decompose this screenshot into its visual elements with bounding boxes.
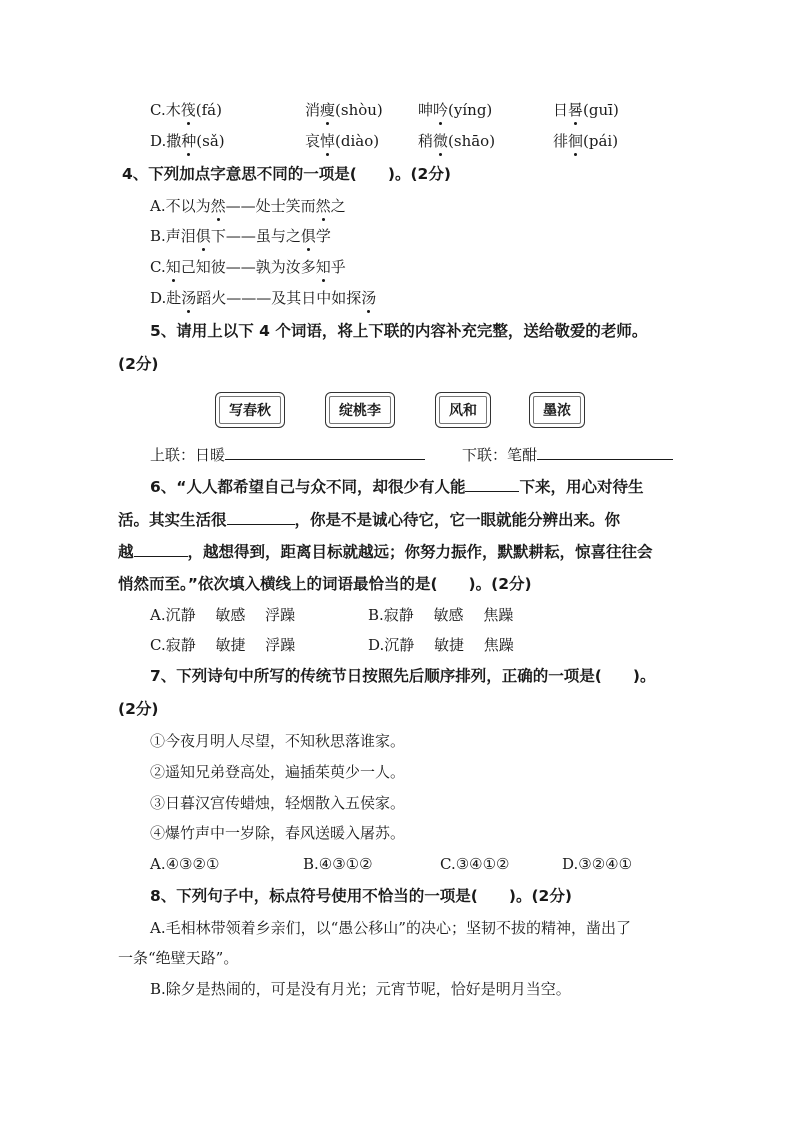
word-box-3: 风和 [435,392,491,428]
q6-option-d: D.沉静 敏捷 焦躁 [368,636,514,654]
q7-poem-4: ④爆竹声中一岁除，春风送暖入屠苏。 [150,824,406,842]
q3-option-c-2: 消瘦(shòu) [305,101,383,119]
lower-couplet-blank[interactable] [537,445,673,460]
q3-option-c-3: 呻吟(yíng) [418,101,493,119]
q3-option-c-1: C.木筏(fá) [150,101,222,119]
q4-option-c: C.知己知彼——孰为汝多知乎 [150,258,346,276]
word-box-2: 绽桃李 [325,392,395,428]
q6-option-b: B.寂静 敏感 焦躁 [368,606,514,624]
q3-option-c-4: 日晷(guī) [553,101,619,119]
q4-option-d: D.赴汤蹈火———及其日中如探汤 [150,289,377,307]
q6-blank-2[interactable] [227,510,295,525]
lower-couplet: 下联：笔酣 [462,444,673,466]
q8-option-a-line2: 一条“绝壁天路”。 [118,949,239,967]
q6-line3: 越 ，越想得到，距离目标就越远；你努力振作，默默耕耘，惊喜往往会 [118,543,653,561]
q7-option-d: D.③②④① [562,855,633,873]
q7-poem-3: ③日暮汉宫传蜡烛，轻烟散入五侯家。 [150,794,406,812]
q7-poem-2: ②遥知兄弟登高处，遍插茱萸少一人。 [150,763,406,781]
q3-option-d-1: D.撒种(sǎ) [150,132,225,150]
upper-couplet-blank[interactable] [225,445,425,460]
q7-option-b: B.④③①② [303,855,373,873]
q4-option-b: B.声泪俱下——虽与之俱学 [150,227,331,245]
q3-option-d-4: 徘徊(pái) [553,132,619,150]
q3-option-d-3: 稍微(shāo) [418,132,496,150]
word-box-4: 墨浓 [529,392,585,428]
upper-couplet: 上联：日暖 [150,444,425,466]
q8-option-a-line1: A.毛相林带领着乡亲们，以“愚公移山”的决心；坚韧不拔的精神，凿出了 [150,919,631,937]
q8-option-b: B.除夕是热闹的，可是没有月光；元宵节呢，恰好是明月当空。 [150,980,571,998]
q7-option-c: C.③④①② [440,855,510,873]
q3-option-d-2: 哀悼(diào) [305,132,380,150]
q8-stem: 8、下列句子中，标点符号使用不恰当的一项是( )。(2分) [150,887,572,905]
q6-line2: 活。其实生活很 ，你是不是诚心待它，它一眼就能分辨出来。你 [118,511,621,529]
q5-stem-line2: (2分) [118,355,159,373]
q6-option-a: A.沉静 敏感 浮躁 [150,606,296,624]
q7-stem-line2: (2分) [118,700,159,718]
q6-blank-1[interactable] [465,477,519,492]
q6-blank-3[interactable] [134,542,188,557]
word-box-1: 写春秋 [215,392,285,428]
q5-stem-line1: 5、请用上以下 4 个词语，将上下联的内容补充完整，送给敬爱的老师。 [150,322,648,340]
q6-line1: 6、“人人都希望自己与众不同，却很少有人能 下来，用心对待生 [150,478,644,496]
q4-option-a: A.不以为然——处士笑而然之 [150,197,346,215]
q6-line4: 悄然而至。”依次填入横线上的词语最恰当的是( )。(2分) [118,575,532,593]
q7-poem-1: ①今夜月明人尽望，不知秋思落谁家。 [150,732,406,750]
q4-stem: 4、下列加点字意思不同的一项是( )。(2分) [122,165,451,183]
q7-option-a: A.④③②① [150,855,220,873]
q7-stem-line1: 7、下列诗句中所写的传统节日按照先后顺序排列，正确的一项是( )。 [150,667,656,685]
q6-option-c: C.寂静 敏捷 浮躁 [150,636,296,654]
